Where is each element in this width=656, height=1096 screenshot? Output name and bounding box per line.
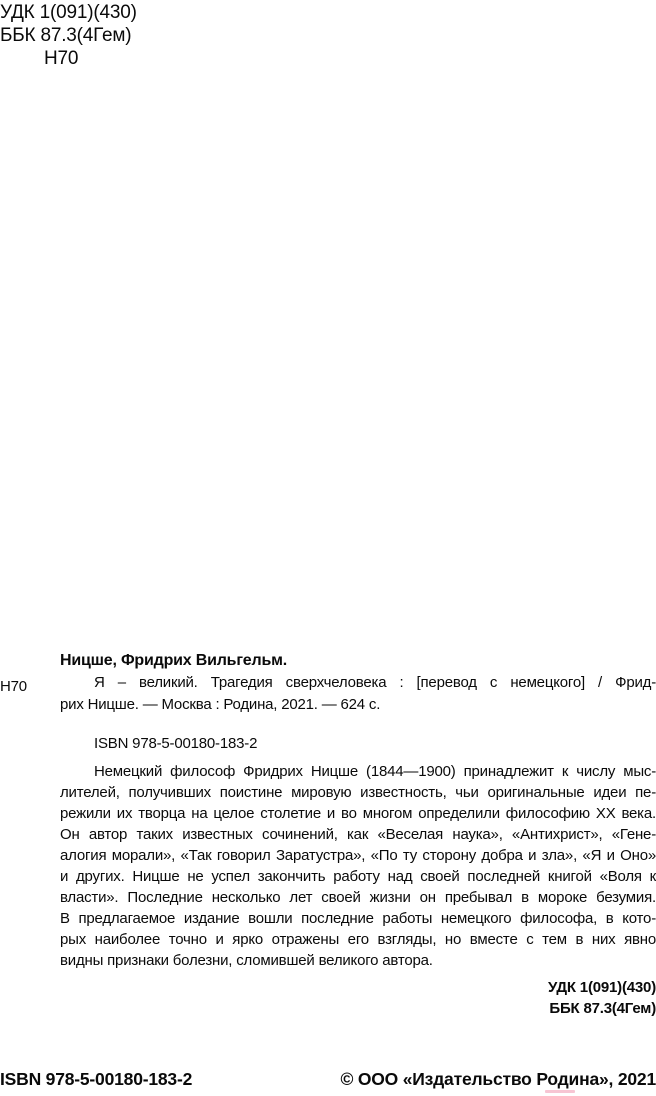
card-description-line: рих Ницше. — Москва : Родина, 2021. — 624 с. (60, 696, 381, 713)
bottom-udk-line: УДК 1(091)(430) (548, 979, 656, 996)
annotation-line: рых наиболее точно и ярко отражены его взгляды, но вместе с тем в них явно (60, 931, 656, 948)
top-author-sign: Н70 (44, 48, 79, 69)
annotation-line: лителей, получивших поистине мировую известность, чьи оригинальные идеи пе- (60, 784, 656, 801)
annotation-paragraph (60, 761, 656, 971)
annotation-line: видны признаки болезни, сломившей великого автора. (60, 952, 433, 969)
pink-underline-artifact (545, 1090, 575, 1093)
footer (0, 1068, 656, 1090)
card-author-sign: Н70 (0, 678, 27, 695)
annotation-line: алогия морали», «Так говорил Заратустра», «По ту сторону добра и зла», «Я и Оно» (60, 847, 656, 864)
footer-copyright: © ООО «Издательство Родина», 2021 (340, 1069, 656, 1089)
card-isbn: ISBN 978-5-00180-183-2 (94, 735, 258, 752)
annotation-line: и других. Ницше не успел закончить работу над своей последней книгой «Воля к (60, 868, 656, 885)
top-udk-line: УДК 1(091)(430) (0, 2, 137, 23)
top-bbk-line: ББК 87.3(4Гем) (0, 25, 132, 46)
annotation-line: Немецкий философ Фридрих Ницше (1844—1900) принадлежит к числу мыс- (94, 763, 656, 780)
annotation-line: Он автор таких известных сочинений, как «Веселая наука», «Антихрист», «Гене- (60, 826, 656, 843)
card-description-line: Я – великий. Трагедия сверхчеловека : [перевод с немецкого] / Фрид- (94, 674, 656, 691)
top-catalog-block (0, 1, 137, 70)
footer-isbn: ISBN 978-5-00180-183-2 (0, 1069, 193, 1089)
card-author-heading: Ницше, Фридрих Вильгельм. (60, 652, 287, 669)
annotation-line: режили их творца на целое столетие и во многом определили философию XX века. (60, 805, 656, 822)
annotation-line: В предлагаемое издание вошли последние работы немецкого философа, в кото- (60, 910, 656, 927)
annotation-line: власти». Последние несколько лет своей жизни он пребывал в мороке безумия. (60, 889, 656, 906)
catalog-card (60, 650, 656, 1019)
udk-bbk-bottom-block (60, 977, 656, 1019)
bottom-bbk-line: ББК 87.3(4Гем) (549, 1000, 656, 1017)
